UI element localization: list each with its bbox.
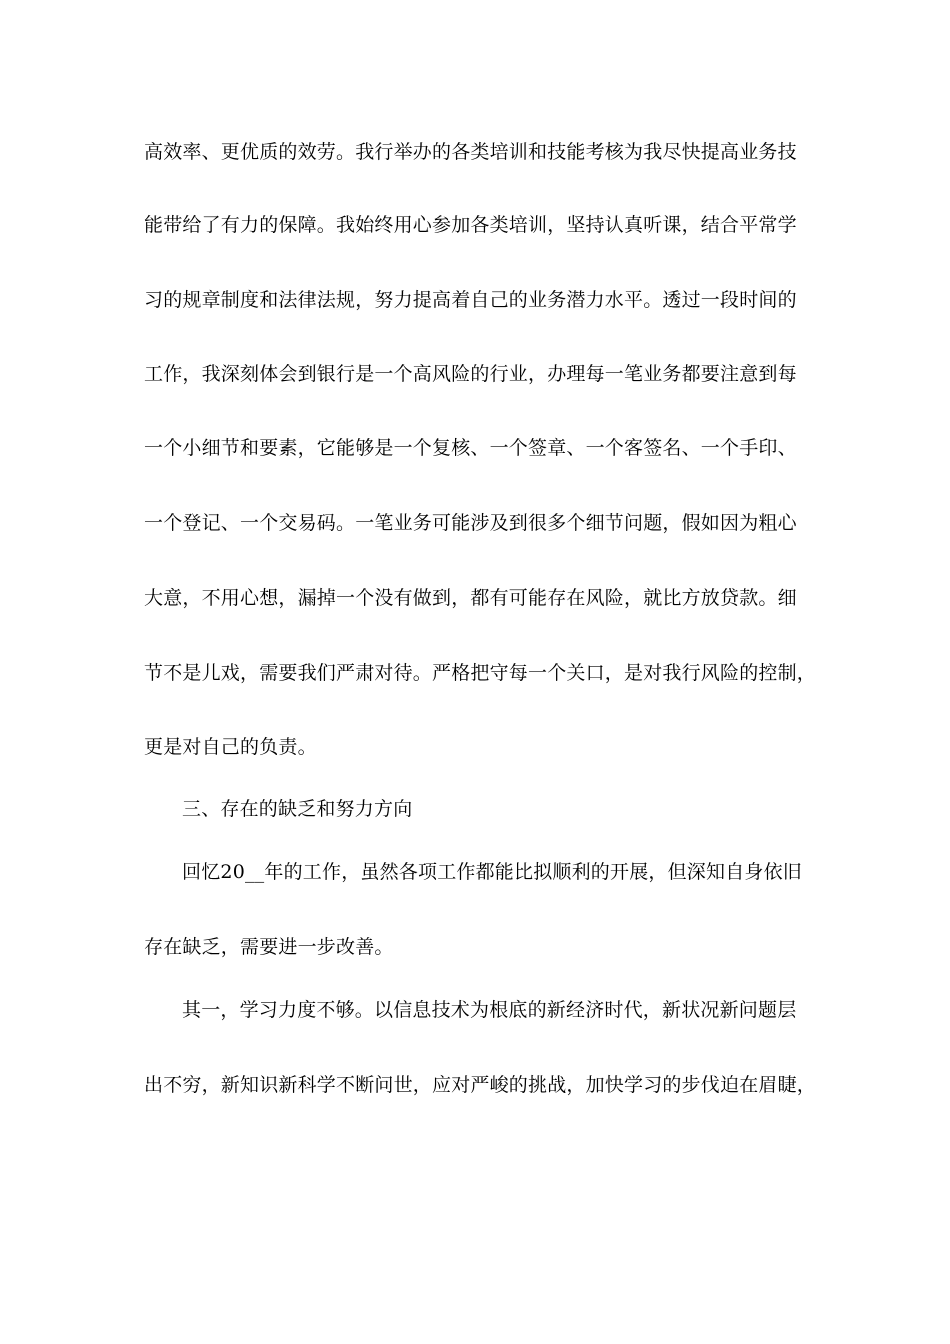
paragraph-line: 出不穷，新知识新科学不断问世，应对严峻的挑战，加快学习的步伐迫在眉睫， xyxy=(144,1074,817,1096)
paragraph-line: 能带给了有力的保障。我始终用心参加各类培训，坚持认真听课，结合平常学 xyxy=(144,214,797,236)
paragraph-line: 工作，我深刻体会到银行是一个高风险的行业，办理每一笔业务都要注意到每 xyxy=(144,363,797,385)
text-run: 回忆 xyxy=(182,861,221,883)
section-heading: 三、存在的缺乏和努力方向 xyxy=(182,798,413,820)
paragraph-line xyxy=(182,859,862,885)
paragraph-line: 习的规章制度和法律法规，努力提高着自己的业务潜力水平。透过一段时间的 xyxy=(144,289,797,311)
paragraph-line: 大意，不用心想，漏掉一个没有做到，都有可能存在风险，就比方放贷款。细 xyxy=(144,587,797,609)
paragraph-line: 其一，学习力度不够。以信息技术为根底的新经济时代，新状况新问题层 xyxy=(182,999,797,1021)
paragraph-line: 节不是儿戏，需要我们严肃对待。严格把守每一个关口，是对我行风险的控制， xyxy=(144,662,817,684)
paragraph-line: 存在缺乏，需要进一步改善。 xyxy=(144,936,394,958)
paragraph-line: 一个小细节和要素，它能够是一个复核、一个签章、一个客签名、一个手印、 xyxy=(144,437,797,459)
paragraph-line: 更是对自己的负责。 xyxy=(144,736,317,758)
paragraph-line: 高效率、更优质的效劳。我行举办的各类培训和技能考核为我尽快提高业务技 xyxy=(144,141,797,163)
text-run: 年的工作，虽然各项工作都能比拟顺利的开展，但深知自身依旧 xyxy=(264,861,802,883)
year-placeholder: 20__ xyxy=(220,861,265,883)
paragraph-line: 一个登记、一个交易码。一笔业务可能涉及到很多个细节问题，假如因为粗心 xyxy=(144,512,797,534)
